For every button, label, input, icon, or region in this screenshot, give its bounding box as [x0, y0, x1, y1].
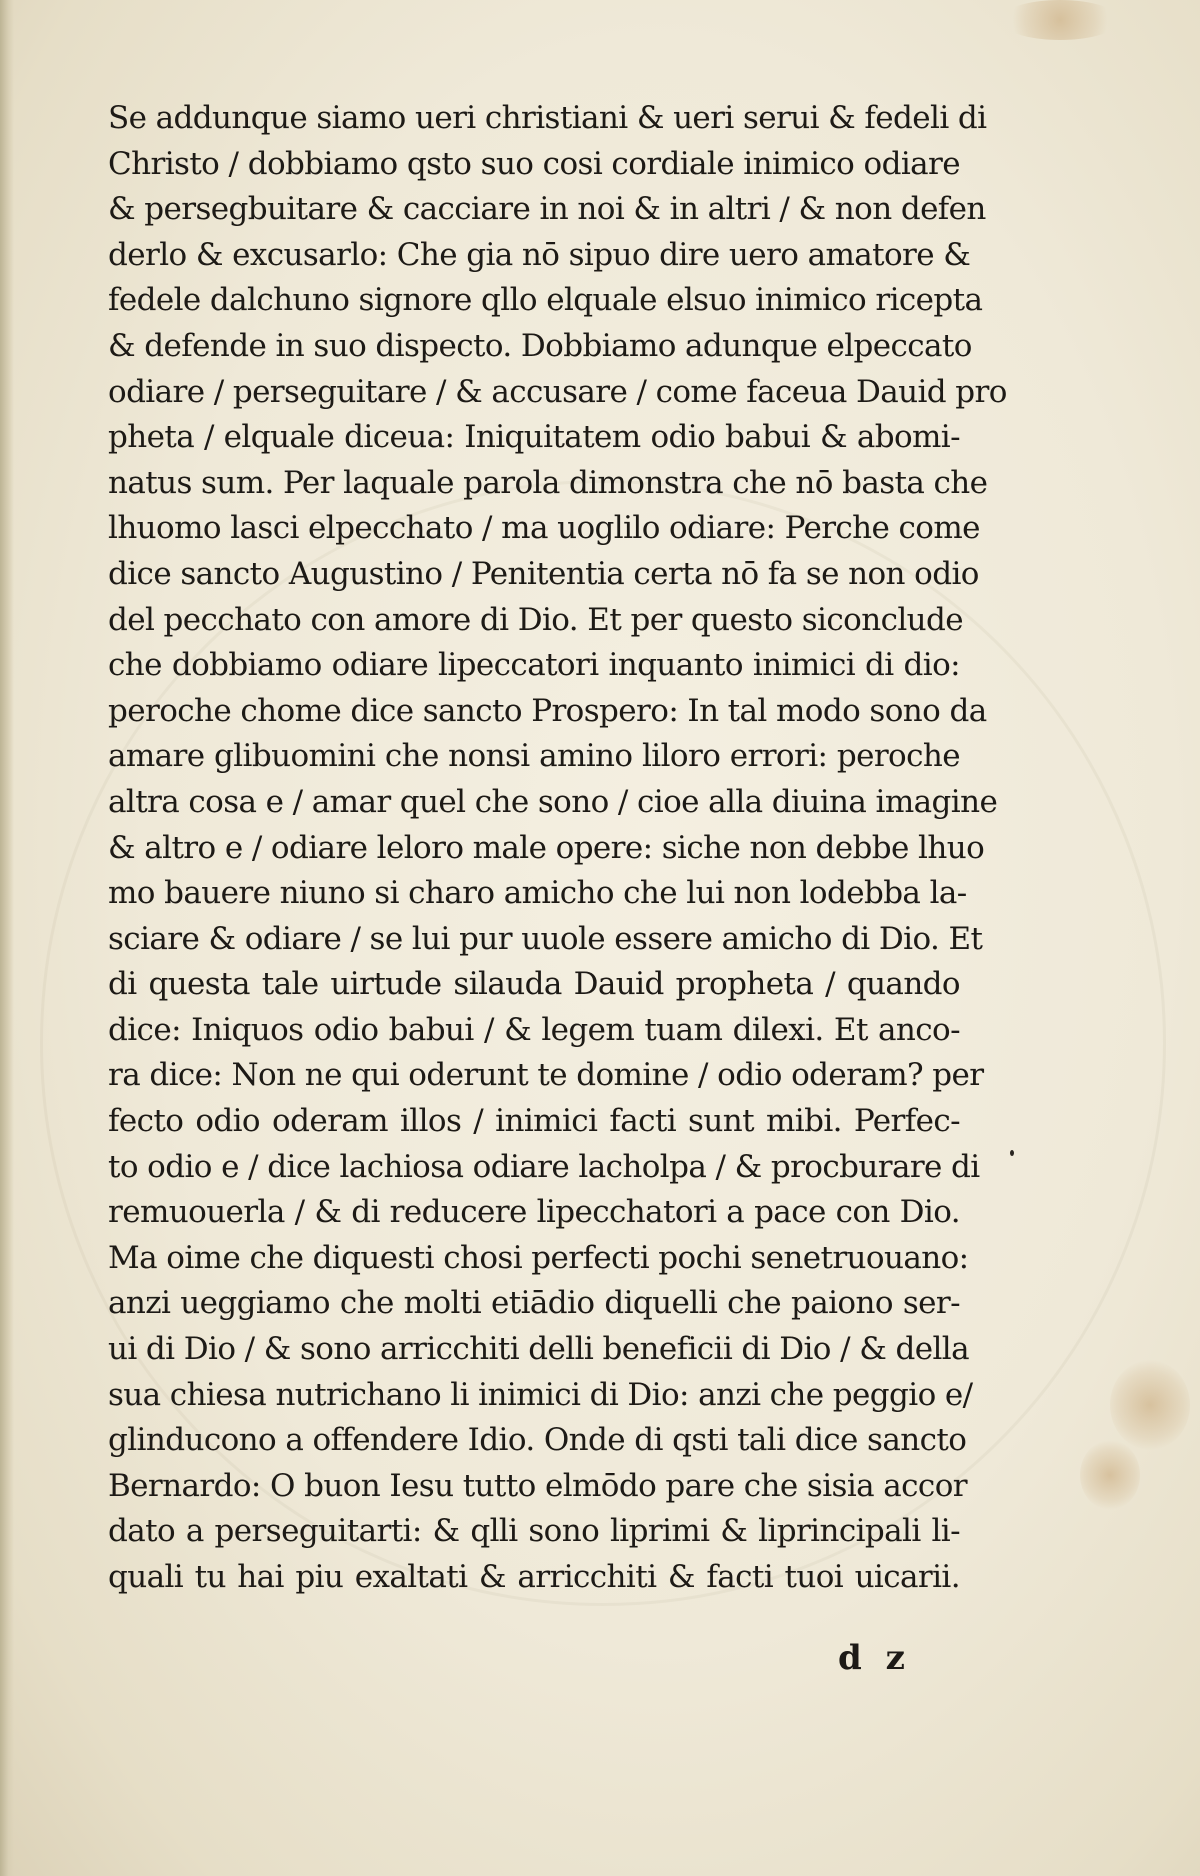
text-line: fedele dalchuno signore qllo elquale elsuo inimico ricepta [108, 282, 983, 319]
foxing-stain [1000, 0, 1120, 40]
text-line: anzi ueggiamo che molti etiādio diquelli che paiono ser- [108, 1285, 960, 1322]
foxing-stain [1080, 1440, 1140, 1510]
signature-mark: d z [838, 1638, 911, 1678]
text-line: peroche chome dice sancto Prospero: In tal modo sono da [108, 692, 987, 729]
text-line: & persegbuitare & cacciare in noi & in altri / & non defen [108, 191, 986, 228]
text-line: che dobbiamo odiare lipeccatori inquanto inimici di dio: [108, 647, 960, 684]
text-line: dice: Iniquos odio babui / & legem tuam dilexi. Et anco- [108, 1011, 960, 1048]
text-line: Se addunque siamo ueri christiani & ueri serui & fedeli di [108, 100, 987, 136]
text-line: quali tu hai piu exaltati & arricchiti & facti tuoi uicarii. [108, 1559, 960, 1595]
text-line: amare glibuomini che nonsi amino liloro errori: peroche [108, 738, 960, 775]
text-line: derlo & excusarlo: Che gia nō sipuo dire uero amatore & [108, 236, 971, 273]
text-line: ra dice: Non ne qui oderunt te domine / odio oderam? per [108, 1057, 984, 1094]
text-line: pheta / elquale diceua: Iniquitatem odio babui & abomi- [108, 419, 960, 456]
text-line: Christo / dobbiamo qsto suo cosi cordiale inimico odiare [108, 145, 960, 182]
text-line: sciare & odiare / se lui pur uuole essere amicho di Dio. Et [108, 920, 983, 957]
text-line: Ma oime che diquesti chosi perfecti pochi senetruouano: [108, 1239, 969, 1276]
text-line: odiare / perseguitare / & accusare / come faceua Dauid pro [108, 373, 1007, 410]
text-line: di questa tale uirtude silauda Dauid propheta / quando [108, 966, 960, 1003]
page-edge-shadow [0, 0, 14, 1876]
text-line: Bernardo: O buon Iesu tutto elmōdo pare che sisia accor [108, 1467, 967, 1504]
text-line: del pecchato con amore di Dio. Et per questo siconclude [108, 601, 963, 638]
text-line: glinducono a offendere Idio. Onde di qsti tali dice sancto [108, 1422, 967, 1459]
text-line: dice sancto Augustino / Penitentia certa nō fa se non odio [108, 555, 979, 592]
text-line: ui di Dio / & sono arricchiti delli beneficii di Dio / & della [108, 1331, 969, 1368]
text-line: & altro e / odiare leloro male opere: siche non debbe lhuo [108, 829, 985, 866]
body-text [108, 96, 1007, 1601]
text-line: altra cosa e / amar quel che sono / cioe alla diuina imagine [108, 783, 998, 820]
text-line: & defende in suo dispecto. Dobbiamo adunque elpeccato [108, 327, 972, 364]
text-line: remuouerla / & di reducere lipecchatori a pace con Dio. [108, 1194, 960, 1231]
text-line: sua chiesa nutrichano li inimici di Dio: anzi che peggio e/ [108, 1376, 973, 1413]
foxing-stain [1110, 1360, 1190, 1450]
text-line: mo bauere niuno si charo amicho che lui non lodebba la- [108, 875, 967, 912]
ink-speck [1010, 1150, 1014, 1156]
text-line: to odio e / dice lachiosa odiare lacholpa / & procburare di [108, 1148, 980, 1185]
text-line: dato a perseguitarti: & qlli sono liprimi & liprincipali li- [108, 1513, 960, 1550]
text-line: fecto odio oderam illos / inimici facti sunt mibi. Perfec- [108, 1103, 960, 1140]
text-line: natus sum. Per laquale parola dimonstra che nō basta che [108, 464, 988, 501]
text-line: lhuomo lasci elpecchato / ma uoglilo odiare: Perche come [108, 510, 980, 547]
